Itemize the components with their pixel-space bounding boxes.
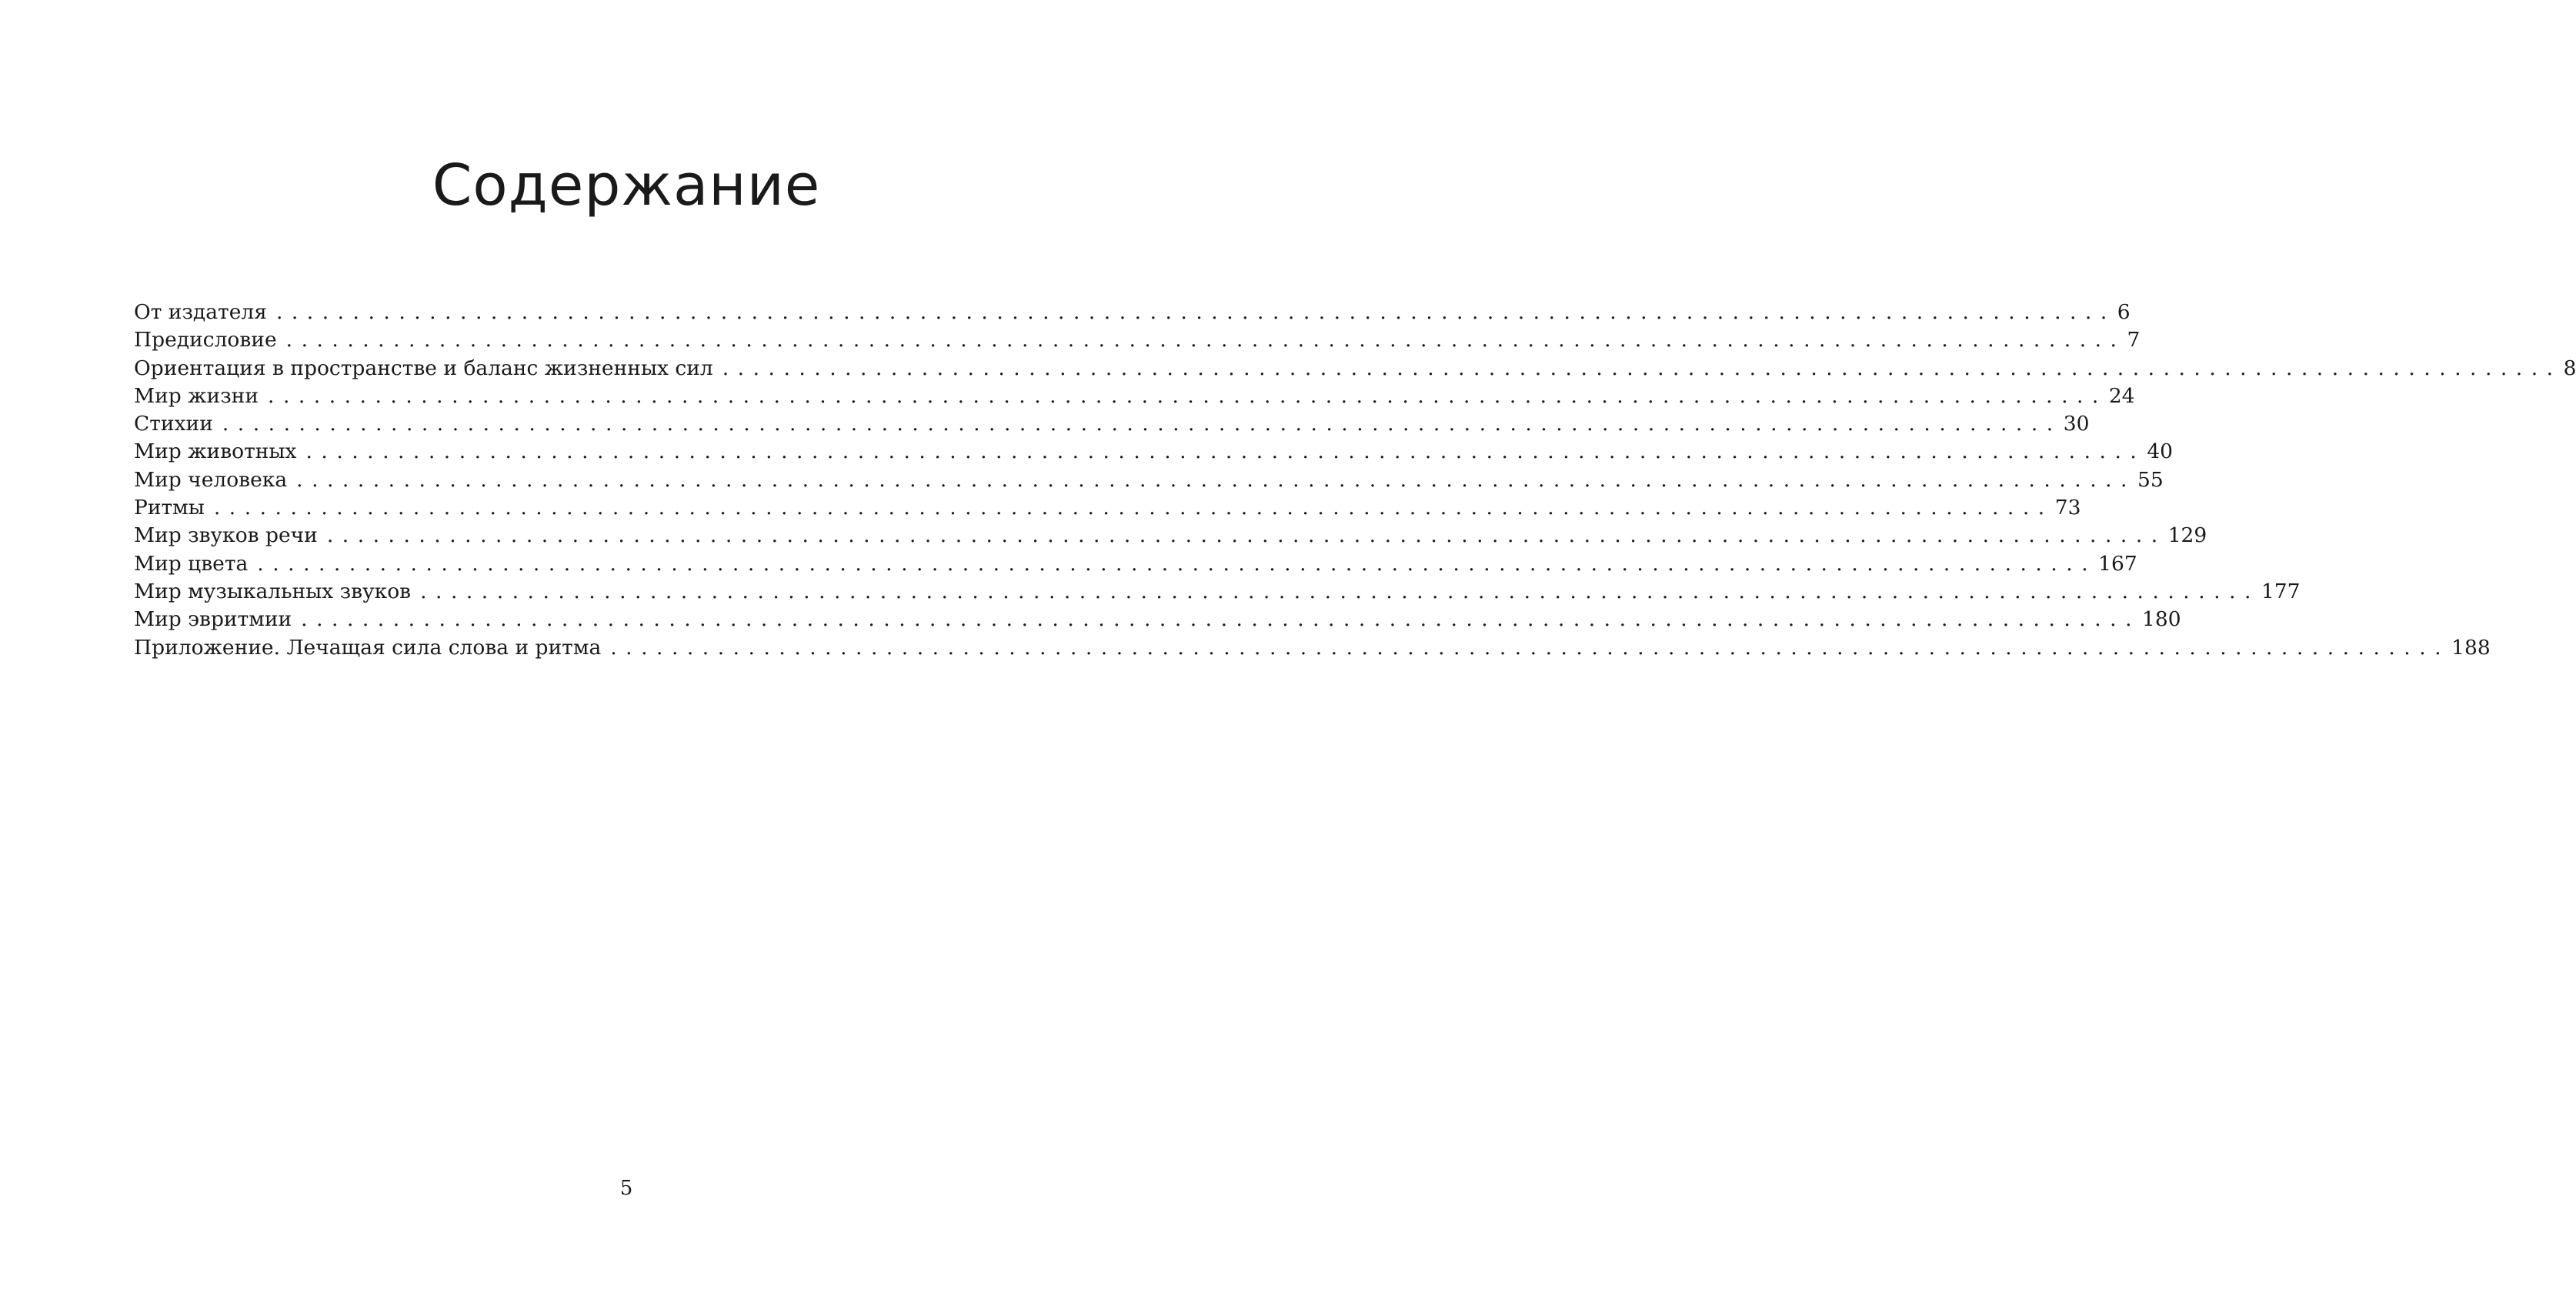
toc-entry-page: 6 [2117,300,2131,324]
toc-entry[interactable] [134,634,2491,662]
toc-entry[interactable] [134,494,2081,522]
toc-entry[interactable] [134,383,2135,410]
toc-entry-title: Мир цвета [134,551,249,576]
toc-entry[interactable] [134,466,2164,494]
toc-entry-page: 167 [2098,551,2137,576]
page-title: Содержание [432,152,821,219]
toc-entry-title: Приложение. Лечащая сила слова и ритма [134,635,602,660]
toc-entry-title: Стихии [134,412,213,436]
dot-leader: ........................................................................................................................ [285,328,2126,352]
table-of-contents [134,299,2576,662]
dot-leader: ........................................................................................................................ [326,523,2167,548]
dot-leader: ........................................................................................................................ [213,496,2054,520]
toc-entry[interactable] [134,550,2137,578]
dot-leader: ........................................................................................................................ [222,412,2062,436]
dot-leader: ........................................................................................................................ [296,467,2136,492]
toc-entry-title: Мир эвритмии [134,607,292,632]
dot-leader: ........................................................................................................................ [275,300,2116,324]
toc-entry-page: 188 [2451,635,2491,660]
toc-entry-title: Мир музыкальных звуков [134,579,412,603]
dot-leader: ........................................................................................................................ [257,551,2097,576]
toc-entry-page: 8 [2563,356,2576,380]
toc-entry[interactable] [134,299,2131,326]
toc-entry-title: Мир животных [134,439,297,464]
toc-entry[interactable] [134,355,2576,383]
toc-entry-page: 177 [2261,579,2301,603]
page-number: 5 [619,1177,633,1200]
dot-leader: ........................................................................................................................ [610,635,2451,660]
toc-entry-page: 40 [2147,439,2174,464]
toc-entry-title: Предисловие [134,328,277,352]
toc-entry-title: Мир жизни [134,383,259,408]
toc-entry-page: 129 [2167,523,2207,548]
toc-entry[interactable] [134,578,2301,606]
toc-entry-title: Мир звуков речи [134,523,318,548]
dot-leader: ........................................................................................................................ [305,439,2146,464]
toc-entry-page: 55 [2137,467,2164,492]
toc-entry-title: Ритмы [134,496,205,520]
dot-leader: ........................................................................................................................ [301,607,2141,632]
dot-leader: ........................................................................................................................ [722,356,2562,380]
toc-entry-title: Мир человека [134,467,288,492]
dot-leader: ........................................................................................................................ [420,579,2260,603]
toc-entry-page: 30 [2063,412,2090,436]
toc-entry[interactable] [134,606,2181,633]
toc-entry-title: От издателя [134,300,267,324]
toc-entry[interactable] [134,522,2207,550]
toc-entry-page: 73 [2054,496,2081,520]
toc-entry-page: 24 [2108,383,2135,408]
toc-entry[interactable] [134,326,2141,354]
dot-leader: ........................................................................................................................ [268,383,2107,408]
toc-entry-title: Ориентация в пространстве и баланс жизненных сил [134,356,713,380]
toc-entry-page: 180 [2142,607,2181,632]
toc-entry[interactable] [134,438,2174,466]
toc-entry-page: 7 [2127,328,2141,352]
toc-entry[interactable] [134,410,2090,438]
